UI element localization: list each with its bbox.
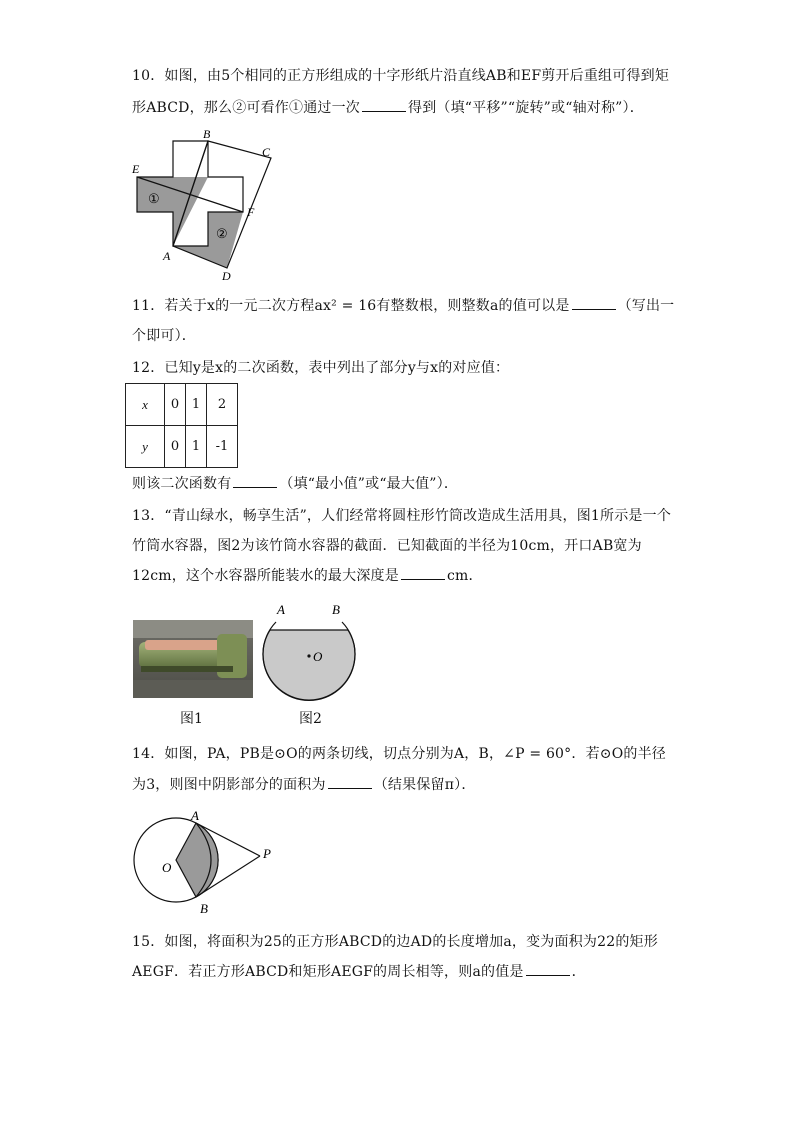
label-b: B <box>203 127 211 141</box>
table-cell: 0 <box>165 384 186 426</box>
table-cell: -1 <box>207 426 238 468</box>
q13-line3 <box>132 566 483 586</box>
q12-tail: （填“最小值”或“最大值”）． <box>279 476 459 492</box>
label-region-2: ② <box>216 227 228 242</box>
bamboo-container-photo <box>133 620 253 698</box>
q10-line2-text: 形ABCD，那么②可看作①通过一次 <box>132 100 360 116</box>
answer-blank[interactable] <box>362 99 406 112</box>
label-d: D <box>222 269 231 283</box>
q15-text: AEGF．若正方形ABCD和矩形AEGF的周长相等，则a的值是 <box>132 964 524 980</box>
q11-text: 11．若关于x的一元二次方程ax² = 16有整数根，则整数a的值可以是 <box>132 298 570 314</box>
label-c: C <box>262 145 271 159</box>
label-a: A <box>191 808 199 823</box>
table-row-y <box>126 426 238 468</box>
q12-line1: 12．已知y是x的二次函数，表中列出了部分y与x的对应值： <box>132 360 510 376</box>
q14-line2 <box>132 775 476 795</box>
center-dot <box>307 654 310 657</box>
q14-tail: （结果保留π）． <box>373 777 476 793</box>
table-cell: 1 <box>186 384 207 426</box>
label-o: O <box>313 649 323 664</box>
answer-blank[interactable] <box>401 567 445 580</box>
q13-tail: cm． <box>446 568 483 584</box>
q11-line1 <box>132 296 674 316</box>
q12-text: 则该二次函数有 <box>132 476 232 492</box>
q13-line2: 竹筒水容器，图2为该竹筒水容器的截面．已知截面的半径为10cm，开口AB宽为 <box>132 538 642 554</box>
q12-line2 <box>132 474 458 494</box>
cross-figure <box>125 125 290 285</box>
q11-line2: 个即可）． <box>132 328 196 344</box>
answer-blank[interactable] <box>526 963 570 976</box>
water-region <box>263 630 355 700</box>
table-row-x <box>126 384 238 426</box>
q11-tail: （写出一 <box>617 298 675 314</box>
tangent-figure <box>128 805 278 920</box>
q14-line1: 14．如图，PA，PB是⊙O的两条切线，切点分别为A，B，∠P = 60°．若⊙O的半径 <box>132 746 666 762</box>
label-a: A <box>277 602 285 617</box>
q10-line2-tail: 得到（填“平移”“旋转”或“轴对称”）． <box>408 100 644 116</box>
label-o: O <box>162 860 172 875</box>
table-cell: y <box>126 426 165 468</box>
answer-blank[interactable] <box>233 475 277 488</box>
table-cell: 2 <box>207 384 238 426</box>
xy-table <box>125 383 238 468</box>
label-b: B <box>332 602 340 617</box>
table-cell: 0 <box>165 426 186 468</box>
label-a: A <box>163 249 171 263</box>
q10-line1: 10．如图，由5个相同的正方形组成的十字形纸片沿直线AB和EF剪开后重组可得到矩 <box>132 68 670 84</box>
circle-section-figure <box>255 600 365 710</box>
label-e: E <box>132 162 140 176</box>
table-cell: x <box>126 384 165 426</box>
label-p: P <box>263 846 271 861</box>
q13-text: 12cm，这个水容器所能装水的最大深度是 <box>132 568 399 584</box>
figure-caption-1: 图1 <box>180 711 203 727</box>
q15-tail: ． <box>571 964 586 980</box>
q15-line2 <box>132 962 586 982</box>
figure-caption-2: 图2 <box>299 711 322 727</box>
answer-blank[interactable] <box>572 297 616 310</box>
label-f: F <box>247 205 255 219</box>
table-cell: 1 <box>186 426 207 468</box>
q13-line1: 13．“青山绿水，畅享生活”，人们经常将圆柱形竹筒改造成生活用具，图1所示是一个 <box>132 508 672 524</box>
label-region-1: ① <box>148 192 160 207</box>
q10-line2 <box>132 98 644 118</box>
q14-text: 为3，则图中阴影部分的面积为 <box>132 777 326 793</box>
answer-blank[interactable] <box>328 776 372 789</box>
q15-line1: 15．如图，将面积为25的正方形ABCD的边AD的长度增加a，变为面积为22的矩形 <box>132 934 658 950</box>
label-b: B <box>200 901 208 916</box>
